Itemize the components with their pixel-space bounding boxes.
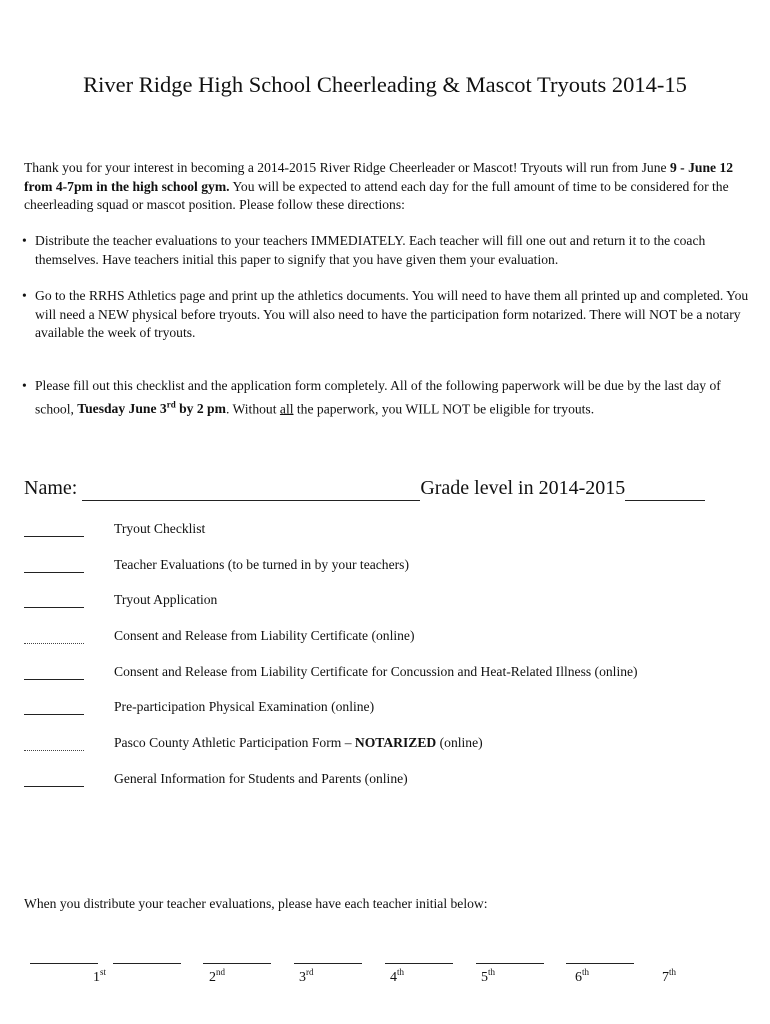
intro-paragraph <box>24 159 750 215</box>
checklist-item-label: Tryout Checklist <box>114 521 206 536</box>
bullet-3-text-1: Please fill out this checklist and the application form completely. All of the following paperwork will be due by the last day of school, <box>35 378 721 417</box>
name-label: Name: <box>24 477 83 499</box>
initial-line[interactable] <box>30 963 98 964</box>
initial-line[interactable] <box>294 963 362 964</box>
checklist-checkbox-line[interactable] <box>24 536 84 537</box>
grade-field[interactable] <box>625 477 705 501</box>
checklist-item-label: Tryout Application <box>114 592 218 607</box>
period-label <box>209 967 225 986</box>
initial-line[interactable] <box>385 963 453 964</box>
due-date-day: Tuesday June 3 <box>77 401 167 417</box>
initial-line[interactable] <box>566 963 634 964</box>
initial-line[interactable] <box>203 963 271 964</box>
checklist-checkbox-line[interactable] <box>24 750 84 751</box>
checklist-checkbox-line[interactable] <box>24 572 84 573</box>
period-number: 6 <box>575 970 582 985</box>
instruction-bullet-3 <box>22 377 763 419</box>
initials-instructions: When you distribute your teacher evaluations, please have each teacher initial below: <box>24 896 488 911</box>
initial-line[interactable] <box>476 963 544 964</box>
instruction-bullet-2 <box>22 287 763 343</box>
bullet-3-text-2: . Without <box>225 401 280 417</box>
name-grade-row <box>24 477 754 501</box>
due-date-suffix: rd <box>166 399 176 410</box>
period-suffix: nd <box>216 967 225 977</box>
period-number: 1 <box>93 970 100 985</box>
period-suffix: th <box>397 967 405 977</box>
checklist-item-label: Consent and Release from Liability Certificate (online) <box>114 628 415 643</box>
period-number: 2 <box>209 970 216 985</box>
due-date-time: by 2 pm <box>175 401 226 417</box>
period-number: 5 <box>481 970 488 985</box>
bullet-1-text: Distribute the teacher evaluations to your teachers IMMEDIATELY. Each teacher will fill one out and return it to the coach themselves. Have teachers initial this paper to signify that you have given them your evaluation. <box>35 233 706 267</box>
checklist-item-label: Teacher Evaluations (to be turned in by your teachers) <box>114 557 409 572</box>
initial-line[interactable] <box>113 963 181 964</box>
bullet-icon: • <box>22 233 27 248</box>
period-suffix: st <box>100 967 107 977</box>
intro-dates: 9 - June 12 from 4-7pm in the high school gym. <box>24 160 734 194</box>
period-label <box>390 967 404 986</box>
checklist-item-label: Consent and Release from Liability Certificate for Concussion and Heat-Related Illness (online) <box>114 664 638 679</box>
period-suffix: rd <box>306 967 314 977</box>
checklist-item-label-pre: Pasco County Athletic Participation Form – <box>114 735 355 750</box>
checklist-item-label-bold: NOTARIZED <box>354 735 437 750</box>
due-date <box>77 401 226 416</box>
checklist-checkbox-line[interactable] <box>24 607 84 608</box>
period-suffix: th <box>582 967 590 977</box>
period-label <box>575 967 589 986</box>
name-field[interactable] <box>82 477 420 501</box>
period-label <box>662 967 676 986</box>
checklist-checkbox-line[interactable] <box>24 643 84 644</box>
checklist-item-label-post: (online) <box>436 735 483 750</box>
bullet-icon: • <box>22 288 27 303</box>
bullet-2-text: Go to the RRHS Athletics page and print up the athletics documents. You will need to have them all printed up and completed. You will need a NEW physical before tryouts. You will also need to have the participation form notarized. There will NOT be a notary available the week of tryouts. <box>35 288 749 341</box>
bullet-3-text-3: the paperwork, you WILL NOT be eligible for tryouts. <box>293 401 595 417</box>
checklist-checkbox-line[interactable] <box>24 714 84 715</box>
period-suffix: th <box>488 967 496 977</box>
period-number: 4 <box>390 970 397 985</box>
checklist-checkbox-line[interactable] <box>24 786 84 787</box>
checklist-item-label: General Information for Students and Parents (online) <box>114 771 408 786</box>
bullet-3-underlined: all <box>279 401 294 417</box>
period-label <box>93 967 106 986</box>
instruction-bullet-1 <box>22 232 763 269</box>
page-title: River Ridge High School Cheerleading & Mascot Tryouts 2014-15 <box>83 72 687 97</box>
period-label <box>299 967 314 986</box>
checklist-checkbox-line[interactable] <box>24 679 84 680</box>
period-suffix: th <box>669 967 677 977</box>
intro-text-1: Thank you for your interest in becoming a 2014-2015 River Ridge Cheerleader or Mascot! Tryouts will run from June <box>24 160 670 175</box>
checklist-item-label <box>114 735 483 751</box>
period-number: 7 <box>662 970 669 985</box>
bullet-icon: • <box>22 378 27 393</box>
grade-label: Grade level in 2014-2015 <box>420 477 626 499</box>
checklist-item-label: Pre-participation Physical Examination (online) <box>114 699 375 714</box>
intro-text-2: You will be expected to attend each day for the full amount of time to be considered for the cheerleading squad or mascot position. Please follow these directions: <box>24 178 729 213</box>
period-number: 3 <box>299 970 306 985</box>
period-label <box>481 967 495 986</box>
